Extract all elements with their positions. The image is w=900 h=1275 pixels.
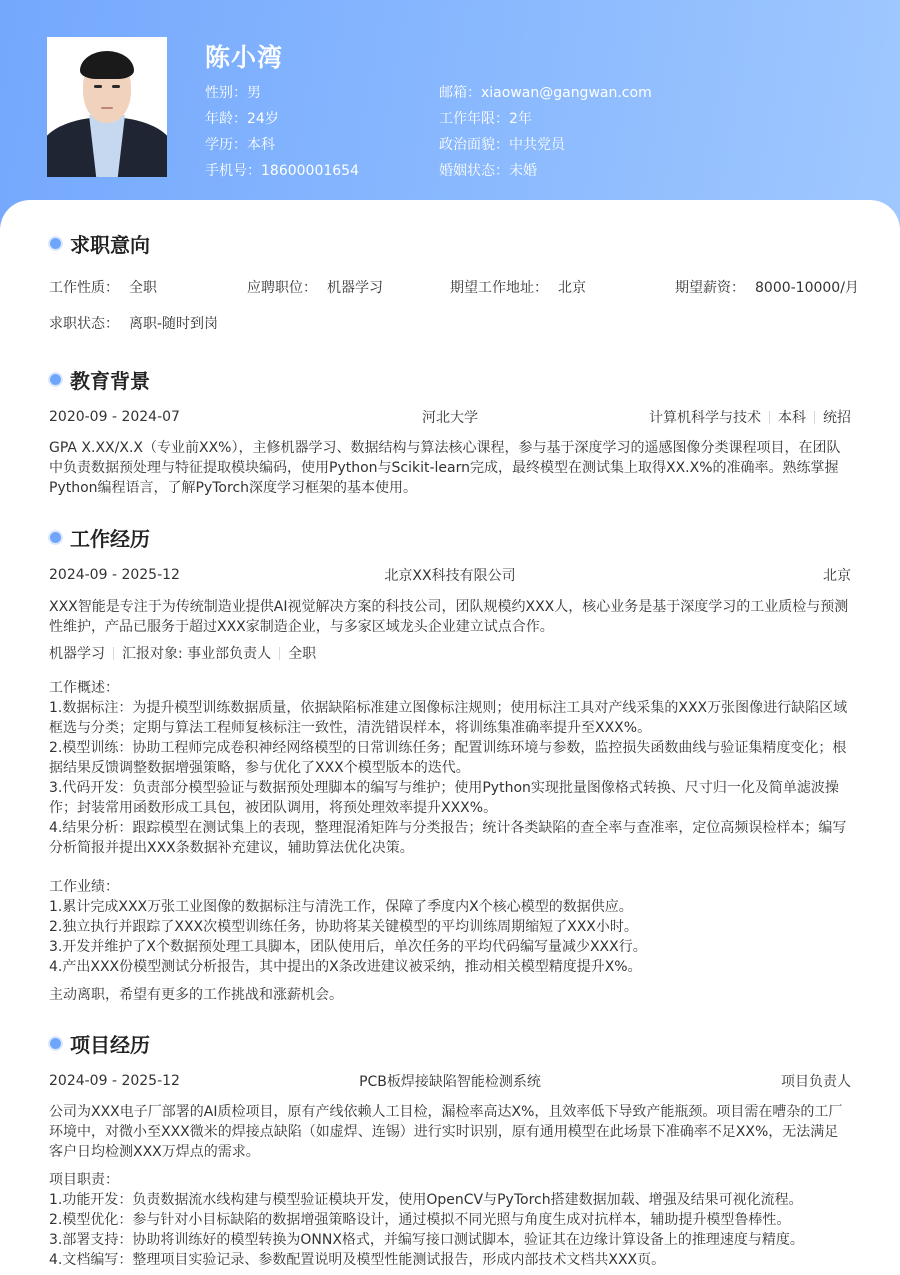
project-name: PCB板焊接缺陷智能检测系统 [359, 1074, 541, 1090]
work-overview-item: 3.代码开发：负责部分模型验证与数据预处理脚本的编写与维护；使用Python实现批量图像格式转换、尺寸归一化及简单滤波操作；封装常用函数形成工具包，被团队调用，将预处理效率提升XXX%。 [49, 780, 839, 816]
work-achievement-item: 3.开发并维护了X个数据预处理工具脚本，团队使用后，单次任务的平均代码编写量减少XXX行。 [49, 939, 647, 955]
section-title-job-intention: 求职意向 [48, 228, 150, 258]
project-duties [49, 1170, 851, 1270]
avatar-photo [47, 37, 167, 177]
info-phone: 手机号：18600001654 [205, 163, 359, 179]
info-work-years: 工作年限：2年 [439, 111, 532, 127]
education-meta [649, 407, 851, 427]
info-gender: 性别：男 [205, 85, 261, 101]
work-overview-title: 工作概述： [49, 680, 119, 696]
education-school: 河北大学 [422, 410, 478, 426]
candidate-name: 陈小湾 [205, 43, 284, 72]
section-title-education: 教育背景 [48, 364, 150, 394]
bullet-dot-icon [50, 374, 61, 385]
work-tag-field: 机器学习 [49, 646, 105, 662]
work-achievements [49, 877, 851, 977]
project-duty-item: 1.功能开发：负责数据流水线构建与模型验证模块开发，使用OpenCV与PyTorch搭建数据加载、增强及结果可视化流程。 [49, 1192, 803, 1208]
work-location: 北京 [823, 568, 851, 584]
project-duty-item: 2.模型优化：参与针对小目标缺陷的数据增强策略设计，通过模拟不同光照与角度生成对抗样本，辅助提升模型鲁棒性。 [49, 1212, 791, 1228]
project-duties-title: 项目职责： [49, 1172, 119, 1188]
education-type: 统招 [823, 410, 851, 426]
work-overview [49, 678, 851, 858]
divider [769, 411, 770, 424]
divider [113, 647, 114, 660]
intent-position: 应聘职位： 机器学习 [247, 280, 383, 296]
divider [814, 411, 815, 424]
bullet-dot-icon [50, 1038, 61, 1049]
education-header-row [49, 407, 851, 427]
work-company-description: XXX智能是专注于为传统制造业提供AI视觉解决方案的科技公司，团队规模约XXX人，核心业务是基于深度学习的工业质检与预测性维护，产品已服务于超过XXX家制造企业，与多家区域龙头企业建立试点合作。 [49, 599, 849, 635]
project-duty-item: 4.文档编写：整理项目实验记录、参数配置说明及模型性能测试报告，形成内部技术文档共XXX页。 [49, 1252, 666, 1268]
work-leave-reason: 主动离职，希望有更多的工作挑战和涨薪机会。 [49, 987, 343, 1003]
section-title-project: 项目经历 [48, 1028, 150, 1058]
education-major: 计算机科学与技术 [649, 410, 761, 426]
work-achievement-item: 4.产出XXX份模型测试分析报告，其中提出的X条改进建议被采纳，推动相关模型精度提升X%。 [49, 959, 642, 975]
divider [279, 647, 280, 660]
intent-location: 期望工作地址： 北京 [450, 280, 586, 296]
intent-status: 求职状态： 离职-随时到岗 [49, 316, 219, 332]
education-degree: 本科 [778, 410, 806, 426]
work-achievement-item: 1.累计完成XXX万张工业图像的数据标注与清洗工作，保障了季度内X个核心模型的数据供应。 [49, 899, 633, 915]
info-marital-status: 婚姻状态：未婚 [439, 163, 537, 179]
work-tag-type: 全职 [288, 646, 317, 662]
personal-info-left [205, 82, 359, 186]
info-age: 年龄：24岁 [205, 111, 279, 127]
work-overview-item: 4.结果分析：跟踪模型在测试集上的表现，整理混淆矩阵与分类报告；统计各类缺陷的查全率与查准率，定位高频误检样本；编写分析简报并提出XXX条数据补充建议，辅助算法优化决策。 [49, 820, 847, 856]
work-overview-item: 2.模型训练：协助工程师完成卷积神经网络模型的日常训练任务；配置训练环境与参数，监控损失函数曲线与验证集精度变化；根据结果反馈调整数据增强策略，参与优化了XXX个模型版本的迭代。 [49, 740, 847, 776]
bullet-dot-icon [50, 532, 61, 543]
work-achievement-item: 2.独立执行并跟踪了XXX次模型训练任务，协助将某关键模型的平均训练周期缩短了XXX小时。 [49, 919, 638, 935]
project-role: 项目负责人 [781, 1074, 851, 1090]
info-education: 学历：本科 [205, 137, 275, 153]
intent-work-type: 工作性质： 全职 [49, 280, 157, 296]
work-achievements-title: 工作业绩： [49, 879, 119, 895]
personal-info-right [439, 82, 652, 186]
project-header-row [49, 1071, 851, 1091]
education-description: GPA X.XX/X.X（专业前XX%），主修机器学习、数据结构与算法核心课程，参与基于深度学习的遥感图像分类课程项目，在团队中负责数据预处理与特征提取模块编码，使用Python与Scikit-learn完成，最终模型在测试集上取得XX.X%的准确率。熟练掌握Python编程语言，了解PyTorch深度学习框架的基本使用。 [49, 440, 841, 496]
intent-salary: 期望薪资： 8000-10000/月 [675, 280, 859, 296]
work-period: 2024-09 - 2025-12 [49, 567, 180, 583]
info-email: 邮箱：xiaowan@gangwan.com [439, 85, 652, 101]
work-tags [49, 643, 316, 663]
section-title-work: 工作经历 [48, 522, 150, 552]
education-period: 2020-09 - 2024-07 [49, 409, 180, 425]
project-duty-item: 3.部署支持：协助将训练好的模型转换为ONNX格式，并编写接口测试脚本，验证其在边缘计算设备上的推理速度与精度。 [49, 1232, 804, 1248]
work-company: 北京XX科技有限公司 [384, 568, 516, 584]
bullet-dot-icon [50, 238, 61, 249]
project-period: 2024-09 - 2025-12 [49, 1073, 180, 1089]
work-header-row [49, 565, 851, 585]
info-political-status: 政治面貌：中共党员 [439, 137, 565, 153]
work-overview-item: 1.数据标注：为提升模型训练数据质量，依据缺陷标准建立图像标注规则；使用标注工具对产线采集的XXX万张图像进行缺陷区域框选与分类；定期与算法工程师复核标注一致性，清洗错误样本，将训练集准确率提升至XXX%。 [49, 700, 848, 736]
project-description: 公司为XXX电子厂部署的AI质检项目，原有产线依赖人工目检，漏检率高达X%，且效率低下导致产能瓶颈。项目需在嘈杂的工厂环境中，对微小至XXX微米的焊接点缺陷（如虚焊、连锡）进行实时识别，原有通用模型在此场景下准确率不足XX%，无法满足客户日均检测XXX万焊点的需求。 [49, 1104, 843, 1160]
work-tag-report-to: 汇报对象: 事业部负责人 [122, 646, 272, 662]
